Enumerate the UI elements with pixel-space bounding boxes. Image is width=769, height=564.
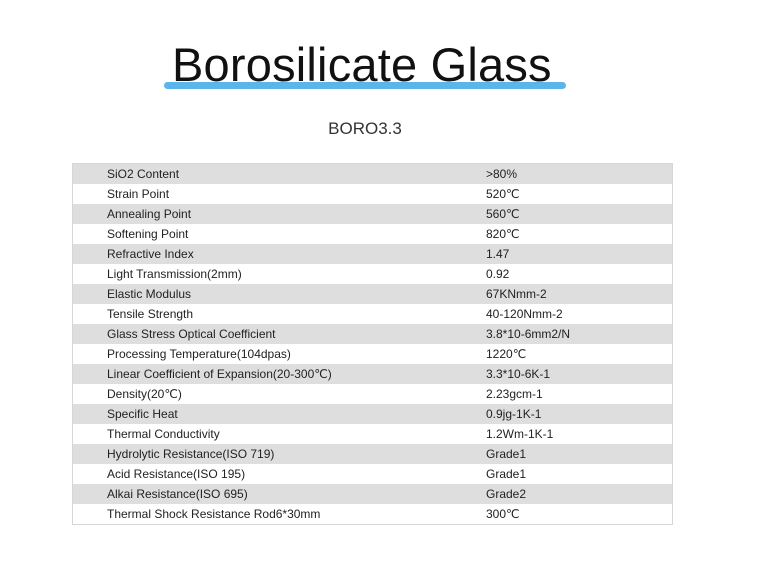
property-name: Density(20℃) (107, 387, 182, 401)
property-value: Grade1 (486, 467, 527, 481)
table-row (73, 184, 672, 204)
table-row (73, 504, 672, 524)
property-value: 3.3*10-6K-1 (486, 367, 551, 381)
property-value: 560℃ (486, 207, 520, 221)
property-name: Hydrolytic Resistance(ISO 719) (107, 447, 275, 461)
title-block (164, 38, 569, 94)
table-row (73, 424, 672, 444)
table-row (73, 384, 672, 404)
property-value: >80% (486, 167, 518, 181)
property-name: Strain Point (107, 187, 170, 201)
property-value: 40-120Nmm-2 (486, 307, 563, 321)
property-value: 1.2Wm-1K-1 (486, 427, 554, 441)
table-row (73, 324, 672, 344)
table-row (73, 244, 672, 264)
property-name: Softening Point (107, 227, 189, 241)
property-name: Annealing Point (107, 207, 192, 221)
table-row (73, 164, 672, 184)
table-row (73, 444, 672, 464)
property-name: Refractive Index (107, 247, 194, 261)
property-value: 1.47 (486, 247, 510, 261)
property-name: Processing Temperature(104dpas) (107, 347, 291, 361)
table-row (73, 264, 672, 284)
table-row (73, 344, 672, 364)
table-row (73, 484, 672, 504)
property-name: Linear Coefficient of Expansion(20-300℃) (107, 367, 332, 381)
table-row (73, 364, 672, 384)
property-name: Light Transmission(2mm) (107, 267, 242, 281)
page-title: Borosilicate Glass (172, 38, 552, 91)
table-row (73, 284, 672, 304)
table-row (73, 204, 672, 224)
property-value: 3.8*10-6mm2/N (486, 327, 571, 341)
property-name: Acid Resistance(ISO 195) (107, 467, 246, 481)
table-row (73, 464, 672, 484)
property-name: Tensile Strength (107, 307, 194, 321)
property-value: 0.92 (486, 267, 510, 281)
property-value: 1220℃ (486, 347, 527, 361)
table-row (73, 304, 672, 324)
property-name: Glass Stress Optical Coefficient (107, 327, 276, 341)
property-value: Grade2 (486, 487, 527, 501)
property-value: 820℃ (486, 227, 520, 241)
property-value: 300℃ (486, 507, 520, 521)
spec-table (72, 163, 673, 525)
property-name: Elastic Modulus (107, 287, 192, 301)
property-value: 520℃ (486, 187, 520, 201)
property-name: Specific Heat (107, 407, 178, 421)
table-row (73, 404, 672, 424)
property-value: 2.23gcm-1 (486, 387, 543, 401)
property-name: SiO2 Content (107, 167, 180, 181)
property-name: Thermal Shock Resistance Rod6*30mm (107, 507, 321, 521)
property-value: 67KNmm-2 (486, 287, 547, 301)
property-name: Alkai Resistance(ISO 695) (107, 487, 248, 501)
page-subtitle: BORO3.3 (328, 119, 402, 138)
property-name: Thermal Conductivity (107, 427, 220, 441)
property-value: Grade1 (486, 447, 527, 461)
table-row (73, 224, 672, 244)
property-value: 0.9jg-1K-1 (486, 407, 542, 421)
